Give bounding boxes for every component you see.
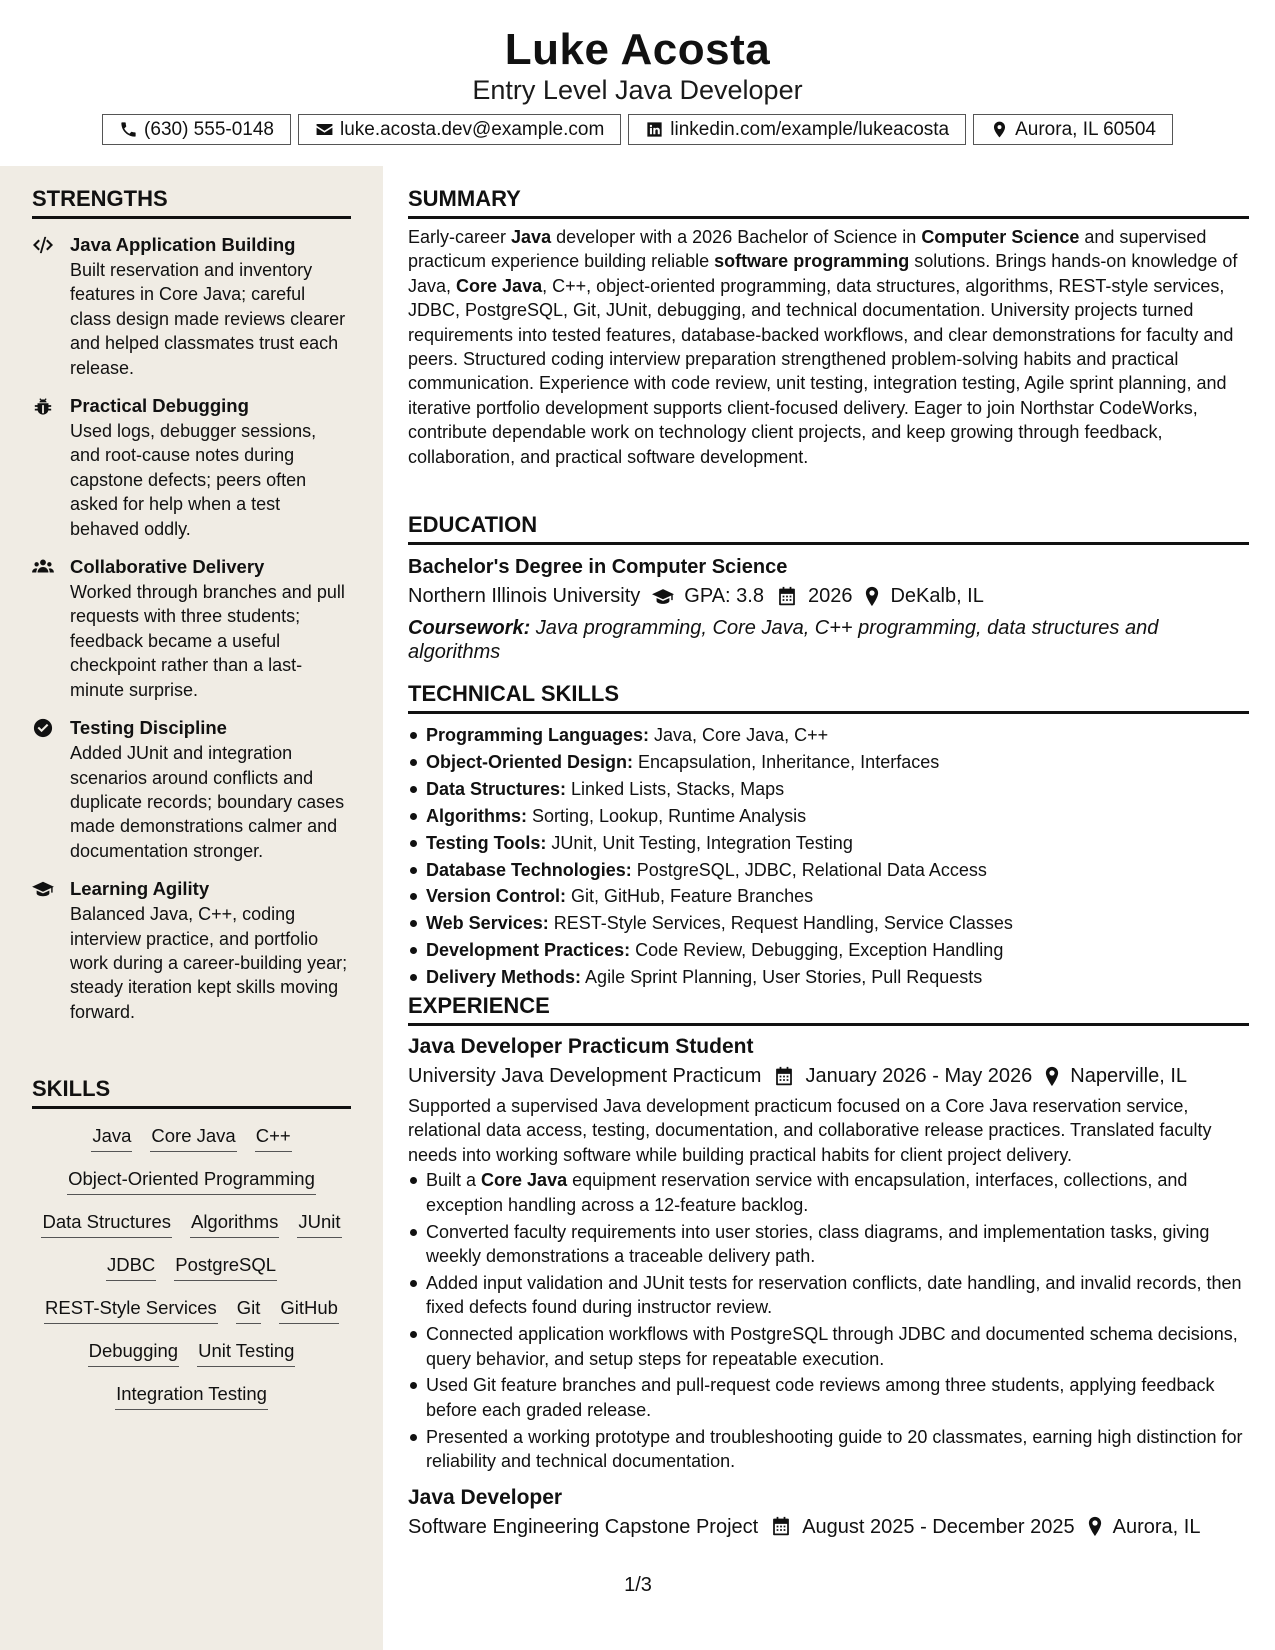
job-dates: January 2026 - May 2026 (805, 1065, 1033, 1087)
coursework: Coursework: Java programming, Core Java, C++ programming, data structures and algorithms (408, 617, 1159, 664)
strength-desc: Used logs, debugger sessions, and root-cause notes during capstone defects; peers often asked for help when a test behaved oddly. (70, 421, 317, 539)
contact-phone-text: (630) 555-0148 (144, 119, 274, 140)
contact-email[interactable] (298, 114, 621, 145)
graduation-cap-icon (652, 586, 674, 607)
job-intro: Supported a supervised Java development practicum focused on a Core Java reservation service, relational data access, testing, documentation, and collaborative release practices. Translated faculty needs into working software while building practical habits for client project delivery. (408, 1096, 1212, 1165)
job-org: University Java Development Practicum (408, 1065, 762, 1087)
skill-chip: GitHub (279, 1295, 339, 1324)
job-org: Software Engineering Capstone Project (408, 1515, 759, 1538)
sidebar (0, 166, 383, 1650)
contact-phone[interactable] (102, 114, 291, 145)
list-item: Built a Core Java equipment reservation service with encapsulation, interfaces, collections, and exception handling across a 12-feature backlog. (408, 1168, 1249, 1217)
list-item: Web Services: REST-Style Services, Request Handling, Service Classes (408, 910, 1249, 937)
strength-desc: Built reservation and inventory features in Core Java; careful class design made reviews clearer and helped classmates trust each release. (70, 260, 346, 378)
skill-chip: Git (236, 1295, 262, 1324)
list-item: Algorithms: Sorting, Lookup, Runtime Analysis (408, 803, 1249, 830)
job-location: Aurora, IL (1112, 1515, 1201, 1538)
education-meta (408, 582, 1249, 610)
technical-skills-list (408, 722, 1249, 991)
list-item: Development Practices: Code Review, Debugging, Exception Handling (408, 937, 1249, 964)
check-circle-icon (32, 718, 54, 738)
skill-row (36, 1123, 347, 1152)
phone-icon (119, 120, 138, 139)
experience-title: EXPERIENCE (408, 991, 1249, 1026)
list-item: Converted faculty requirements into user stories, class diagrams, and implementation tasks, giving weekly demonstrations a traceable delivery path. (408, 1220, 1249, 1269)
school-location: DeKalb, IL (890, 585, 984, 607)
list-item: Presented a working prototype and troubleshooting guide to 20 classmates, earning high distinction for reliability and technical documentation. (408, 1425, 1249, 1474)
strength-item (32, 715, 351, 863)
job-dates: August 2025 - December 2025 (802, 1515, 1075, 1538)
users-icon (32, 557, 54, 577)
graduation-year: 2026 (807, 585, 853, 607)
strength-desc: Worked through branches and pull requests with three students; feedback became a useful checkpoint rather than a last-minute surprise. (70, 582, 345, 700)
gpa: GPA: 3.8 (684, 585, 764, 607)
skill-chip: PostgreSQL (174, 1252, 277, 1281)
main-column (383, 166, 1275, 1650)
resume-header (0, 0, 1275, 166)
skill-chip: Algorithms (190, 1209, 279, 1238)
job-entry (408, 1032, 1249, 1474)
strength-title: Testing Discipline (70, 717, 227, 739)
list-item: Data Structures: Linked Lists, Stacks, Maps (408, 776, 1249, 803)
skill-chip: C++ (255, 1123, 292, 1152)
list-item: Testing Tools: JUnit, Unit Testing, Integration Testing (408, 830, 1249, 857)
experience-section (408, 991, 1249, 1541)
contact-linkedin-text: linkedin.com/example/lukeacosta (670, 119, 950, 140)
calendar-icon (770, 1516, 792, 1537)
strength-title: Practical Debugging (70, 395, 249, 417)
skill-chips (32, 1123, 351, 1410)
skill-row (36, 1381, 347, 1410)
skill-row (36, 1209, 347, 1238)
degree-title: Bachelor's Degree in Computer Science (408, 556, 788, 578)
skill-chip: Integration Testing (115, 1381, 268, 1410)
summary-text: Early-career Java developer with a 2026 Bachelor of Science in Computer Science and supervised practicum experience building reliable software programming solutions. Brings hands-on knowledge of Java, Core Java, C++, object-oriented programming, data structures, algorithms, REST-style services, JDBC, PostgreSQL, Git, JUnit, debugging, and technical documentation. University projects turned requirements into tested features, database-backed workflows, and clear demonstrations for faculty and peers. Structured coding interview preparation strengthened problem-solving habits and practical communication. Experience with code review, unit testing, integration testing, Agile sprint planning, and iterative portfolio development supports client-focused delivery. Eager to join Northstar CodeWorks, contribute dependable work on technology client projects, and keep growing through feedback, collaboration, and practical software development. (408, 227, 1238, 467)
list-item: Programming Languages: Java, Core Java, C++ (408, 722, 1249, 749)
skill-chip: Debugging (88, 1338, 180, 1367)
skill-chip: Java (91, 1123, 132, 1152)
list-item: Object-Oriented Design: Encapsulation, Inheritance, Interfaces (408, 749, 1249, 776)
summary-section (408, 184, 1249, 469)
contact-email-text: luke.acosta.dev@example.com (339, 119, 605, 140)
summary-title: SUMMARY (408, 184, 1249, 219)
skill-chip: REST-Style Services (44, 1295, 218, 1324)
skill-row (36, 1252, 347, 1281)
contact-location (973, 114, 1173, 145)
skill-chip: JUnit (297, 1209, 341, 1238)
strength-item (32, 393, 351, 541)
strength-title: Collaborative Delivery (70, 556, 265, 578)
skill-row (36, 1166, 347, 1195)
education-section (408, 510, 1249, 665)
candidate-name: Luke Acosta (504, 25, 771, 74)
strength-title: Learning Agility (70, 878, 210, 900)
calendar-icon (776, 586, 798, 607)
code-icon (32, 235, 54, 255)
skill-chip: Object-Oriented Programming (67, 1166, 316, 1195)
skill-chip: JDBC (106, 1252, 156, 1281)
strength-title: Java Application Building (70, 234, 296, 255)
map-pin-icon (1044, 1066, 1060, 1087)
contact-linkedin[interactable] (628, 114, 966, 145)
list-item: Connected application workflows with PostgreSQL through JDBC and documented schema decisions, query behavior, and setup steps for repeatable execution. (408, 1322, 1249, 1371)
envelope-icon (315, 120, 334, 139)
skill-row (36, 1295, 347, 1324)
technical-skills-title: TECHNICAL SKILLS (408, 679, 1249, 714)
strength-item (32, 554, 351, 702)
map-pin-icon (864, 586, 880, 607)
strengths-section (32, 184, 351, 1024)
skill-chip: Data Structures (41, 1209, 172, 1238)
skill-chip: Core Java (150, 1123, 236, 1152)
calendar-icon (773, 1066, 795, 1087)
skill-row (36, 1338, 347, 1367)
school-name: Northern Illinois University (408, 585, 641, 607)
linkedin-icon (645, 120, 664, 139)
strength-desc: Balanced Java, C++, coding interview practice, and portfolio work during a career-building year; steady iteration kept skills moving forward. (70, 904, 348, 1022)
strength-desc: Added JUnit and integration scenarios around conflicts and duplicate records; boundary cases made demonstrations calmer and documentation stronger. (70, 743, 345, 861)
graduation-cap-icon (32, 879, 54, 899)
skills-title: SKILLS (32, 1074, 351, 1109)
job-location: Naperville, IL (1070, 1065, 1187, 1087)
bug-icon (32, 396, 54, 416)
technical-skills-section (408, 679, 1249, 991)
list-item: Added input validation and JUnit tests for reservation conflicts, date handling, and invalid records, then fixed defects found during instructor review. (408, 1271, 1249, 1320)
strengths-title: STRENGTHS (32, 184, 351, 219)
page-number: 1/3 (624, 1574, 652, 1596)
strength-item (32, 232, 351, 380)
map-pin-icon (990, 120, 1009, 139)
job-meta (408, 1513, 1249, 1541)
skill-chip: Unit Testing (197, 1338, 295, 1367)
list-item: Delivery Methods: Agile Sprint Planning, User Stories, Pull Requests (408, 964, 1249, 991)
job-title: Java Developer (408, 1485, 563, 1509)
education-title: EDUCATION (408, 510, 1249, 545)
job-bullets (408, 1168, 1249, 1473)
job-title: Java Developer Practicum Student (408, 1035, 754, 1058)
contact-bar (0, 114, 1275, 145)
strength-item (32, 876, 351, 1024)
contact-location-text: Aurora, IL 60504 (1015, 119, 1156, 140)
job-meta (408, 1062, 1249, 1090)
skills-section (32, 1074, 351, 1410)
list-item: Version Control: Git, GitHub, Feature Branches (408, 883, 1249, 910)
map-pin-icon (1087, 1516, 1103, 1537)
list-item: Used Git feature branches and pull-request code reviews among three students, applying feedback before each graded release. (408, 1373, 1249, 1422)
job-entry (408, 1483, 1249, 1541)
list-item: Database Technologies: PostgreSQL, JDBC, Relational Data Access (408, 857, 1249, 884)
candidate-role: Entry Level Java Developer (472, 75, 803, 105)
